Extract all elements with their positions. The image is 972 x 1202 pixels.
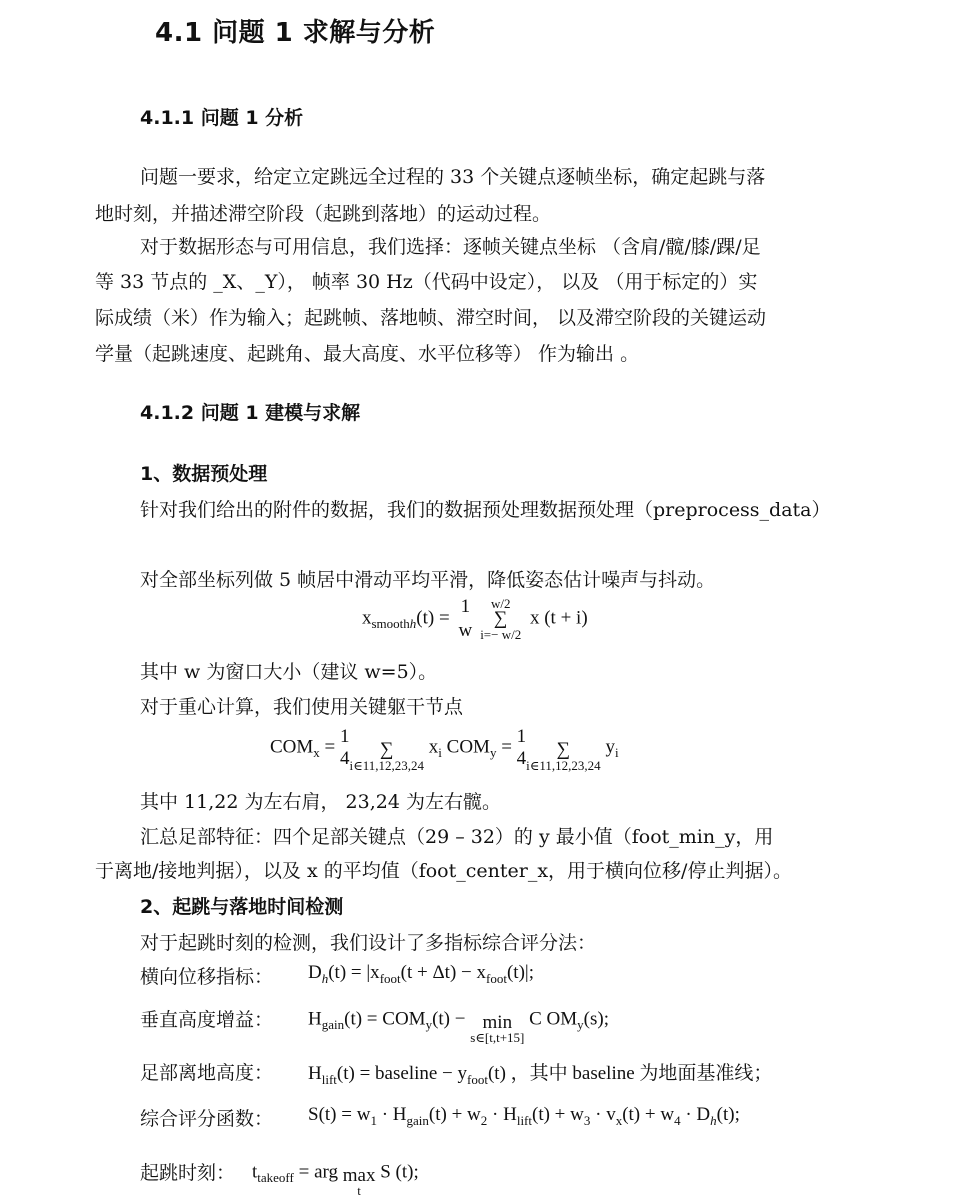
sum-operator: ∑ i∈11,12,23,24	[526, 738, 601, 773]
paragraph-line: 于离地/接地判据），以及 x 的平均值（foot_center_x，用于横向位移/停止判据）。	[95, 860, 792, 882]
step-title-preprocess: 1、数据预处理	[140, 463, 268, 485]
indicator-label: 垂直高度增益：	[140, 1009, 274, 1031]
paragraph-line: 际成绩（米）作为输入；起跳帧、落地帧、滞空时间， 以及滞空阶段的关键运动	[95, 307, 767, 329]
equation-score-function: $S(t) = w_1 \cdot H_{gain}(t) + w_2 \cdot H_{lift}(t) + w_3 \cdot v_x(t) + w_4 \cdot D_h(t)$;	[308, 1104, 740, 1128]
fraction: 1 w	[458, 596, 473, 641]
takeoff-label: 起跳时刻：	[140, 1162, 236, 1184]
paragraph-line: 等 33 节点的 _X、_Y）， 帧率 30 Hz（代码中设定）， 以及 （用于标定的）实	[95, 271, 758, 293]
step-title-detection: 2、起跳与落地时间检测	[140, 896, 344, 918]
equation-foot-lift: $H_{lift}(t)$ = baseline − $y_{foot}(t)$ ，其中 baseline 为地面基准线；	[308, 1063, 773, 1087]
fraction: 1 4	[340, 726, 350, 769]
paragraph-line: 针对我们给出的附件的数据，我们的数据预处理数据预处理（preprocess_data）	[140, 499, 831, 521]
paragraph-line: 对于起跳时刻的检测，我们设计了多指标综合评分法：	[140, 932, 597, 954]
fraction: 1 4	[516, 726, 527, 769]
min-operator: min s∈[t,t+15]	[470, 1012, 525, 1045]
equation-com: $COM_x$ = 1 4 ∑ i∈11,12,23,24 $x_i$ $COM_y$ = 1 4 ∑ i∈11,12,23,24 $y_i$	[270, 726, 619, 773]
paragraph-line: 地时刻，并描述滞空阶段（起跳到落地）的运动过程。	[95, 203, 552, 225]
paragraph-line: 对全部坐标列做 5 帧居中滑动平均平滑，降低姿态估计噪声与抖动。	[140, 569, 716, 591]
paragraph-line: 问题一要求，给定立定跳远全过程的 33 个关键点逐帧坐标，确定起跳与落	[140, 166, 766, 188]
indicator-label: 横向位移指标：	[140, 966, 274, 988]
paragraph-line: 学量（起跳速度、起跳角、最大高度、水平位移等） 作为输出 。	[95, 343, 640, 365]
paragraph-line: 汇总足部特征：四个足部关键点（29 – 32）的 y 最小值（foot_min_y，用	[140, 826, 774, 848]
subsection-title-modeling: 4.1.2 问题 1 建模与求解	[140, 402, 361, 424]
indicator-label: 综合评分函数：	[140, 1108, 274, 1130]
equation-height-gain: $H_{gain}(t) = COM_y(t)$ − min s∈[t,t+15] C $OM_y(s)$;	[308, 1008, 609, 1045]
sum-operator: w/2 ∑ i=− w/2	[480, 596, 522, 642]
paragraph-line: 对于重心计算，我们使用关键躯干节点	[140, 696, 464, 718]
paragraph-line: 对于数据形态与可用信息，我们选择：逐帧关键点坐标 （含肩/髋/膝/踝/足	[140, 236, 761, 258]
sum-operator: ∑ i∈11,12,23,24	[349, 738, 425, 773]
equation-smoothing: $x_{smoothh}(t)$ = 1 w w/2 ∑ i=− w/2 x (t + i)	[362, 596, 588, 642]
paragraph-line: 其中 w 为窗口大小（建议 w=5）。	[140, 661, 438, 683]
paragraph-line: 其中 11,22 为左右肩， 23,24 为左右髋。	[140, 791, 501, 813]
section-title: 4.1 问题 1 求解与分析	[155, 18, 436, 48]
equation-takeoff-time: $t_{takeoff}$ = arg max t S (t);	[252, 1161, 419, 1198]
indicator-label: 足部离地高度：	[140, 1062, 274, 1084]
subsection-title-analysis: 4.1.1 问题 1 分析	[140, 107, 304, 129]
max-operator: max t	[342, 1165, 376, 1198]
equation-lateral-displacement: $D_h(t) = |x_{foot}(t + \Delta t) - x_{foot}(t)|$;	[308, 962, 534, 986]
